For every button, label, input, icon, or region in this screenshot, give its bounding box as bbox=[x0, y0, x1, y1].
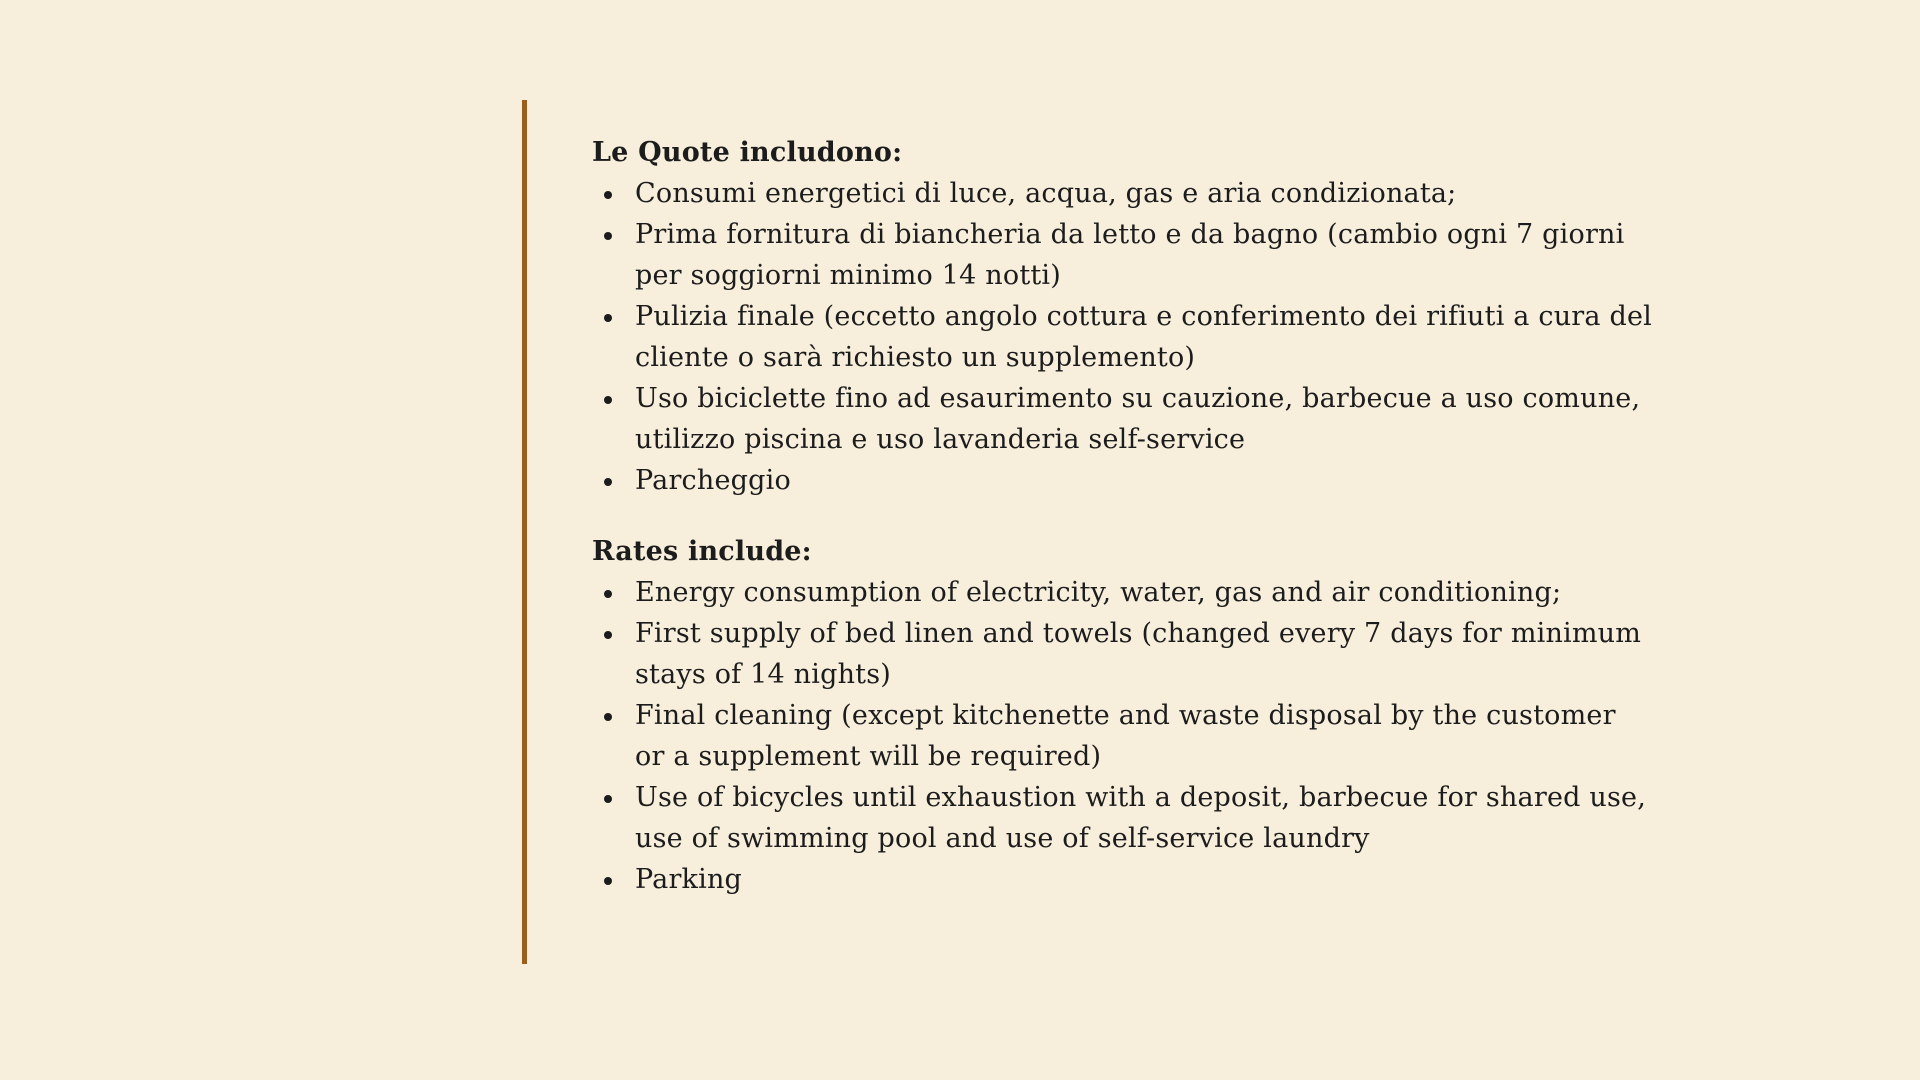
list-item: Pulizia finale (eccetto angolo cottura e conferimento dei rifiuti a cura del cliente o sarà richiesto un supplemento) bbox=[592, 296, 1652, 378]
rates-content bbox=[592, 132, 1652, 900]
section-title-english: Rates include: bbox=[592, 536, 812, 567]
list-item: Consumi energetici di luce, acqua, gas e aria condizionata; bbox=[592, 173, 1652, 214]
italian-list bbox=[592, 173, 1652, 501]
english-section bbox=[592, 531, 1652, 900]
accent-bar bbox=[522, 100, 527, 964]
list-item: Use of bicycles until exhaustion with a deposit, barbecue for shared use, use of swimming pool and use of self-service laundry bbox=[592, 777, 1652, 859]
list-item: Parcheggio bbox=[592, 460, 1652, 501]
english-list bbox=[592, 572, 1652, 900]
list-item: Uso biciclette fino ad esaurimento su cauzione, barbecue a uso comune, utilizzo piscina e uso lavanderia self-service bbox=[592, 378, 1652, 460]
list-item: Prima fornitura di biancheria da letto e da bagno (cambio ogni 7 giorni per soggiorni minimo 14 notti) bbox=[592, 214, 1652, 296]
italian-section bbox=[592, 132, 1652, 501]
list-item: Energy consumption of electricity, water, gas and air conditioning; bbox=[592, 572, 1652, 613]
list-item: Final cleaning (except kitchenette and waste disposal by the customer or a supplement will be required) bbox=[592, 695, 1652, 777]
list-item: Parking bbox=[592, 859, 1652, 900]
section-title-italian: Le Quote includono: bbox=[592, 137, 903, 168]
list-item: First supply of bed linen and towels (changed every 7 days for minimum stays of 14 nights) bbox=[592, 613, 1652, 695]
